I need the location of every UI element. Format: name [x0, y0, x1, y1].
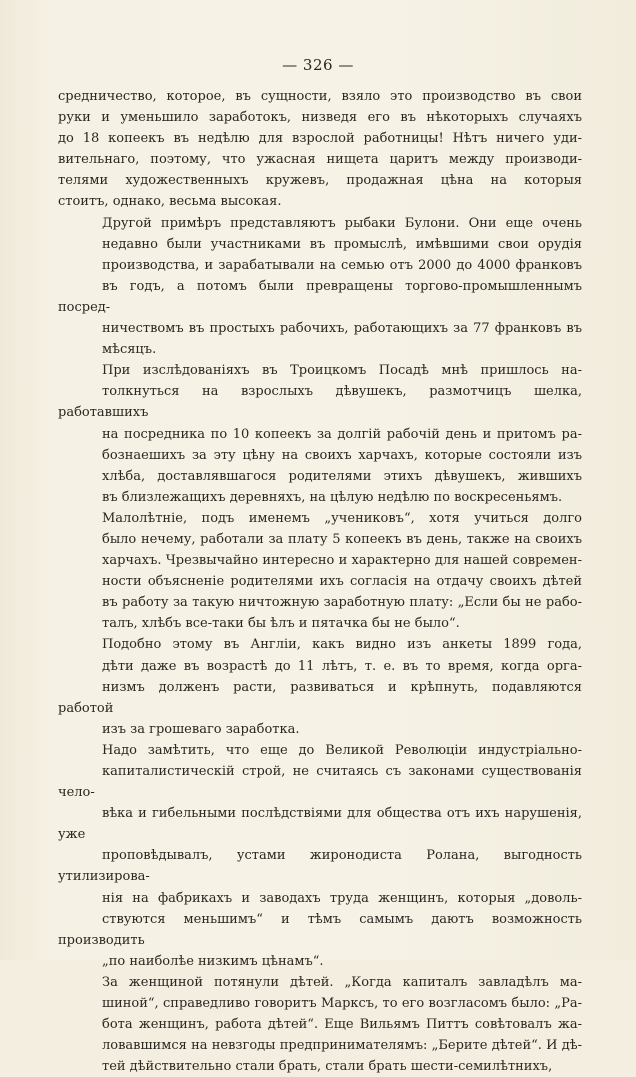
text-line: толкнуться на взрослыхъ дѣвушекъ, размотчицъ шелка, работавшихъ: [58, 384, 582, 421]
text-line: За женщиной потянули дѣтей. „Когда капиталъ завладѣлъ ма-: [102, 974, 582, 990]
text-line: въ близлежащихъ деревняхъ, на цѣлую недѣлю по воскресеньямъ.: [102, 489, 563, 505]
paragraph: [58, 213, 582, 361]
text-line: шиной“, справедливо говоритъ Марксъ, то его возгласомъ было: „Ра-: [102, 996, 582, 1012]
paragraph: [58, 360, 582, 508]
text-line: „по наиболѣе низкимъ цѣнамъ“.: [102, 953, 324, 969]
text-line: ности объясненіе родителями ихъ согласія на отдачу своихъ дѣтей: [102, 574, 582, 590]
text-line: изъ за грошеваго заработка.: [102, 721, 300, 737]
text-line: Другой примѣръ представляютъ рыбаки Булони. Они еще очень: [102, 215, 582, 231]
text-line: вительнаго, поэтому, что ужасная нищета царитъ между производи-: [58, 152, 582, 168]
text-line: Малолѣтніе, подъ именемъ „учениковъ“, хотя учиться долго: [102, 510, 582, 526]
text-line: недавно были участниками въ промыслѣ, имѣвшими свои орудія: [102, 236, 582, 252]
text-line: тей дѣйствительно стали брать, стали брать шести-семилѣтнихъ,: [102, 1059, 553, 1075]
paragraph: [58, 972, 582, 1077]
text-line: производства, и зарабатывали на семью отъ 2000 до 4000 франковъ: [102, 257, 582, 273]
text-line: талъ, хлѣбъ все-таки бы ѣлъ и пятачка бы не было“.: [102, 616, 460, 632]
text-line: было нечему, работали за плату 5 копеекъ въ день, также на своихъ: [102, 531, 582, 547]
paragraph: [58, 634, 582, 739]
text-line: стоитъ, однако, весьма высокая.: [58, 194, 282, 210]
text-line: хлѣба, доставлявшагося родителями этихъ дѣвушекъ, жившихъ: [102, 468, 582, 484]
text-line: ничествомъ въ простыхъ рабочихъ, работающихъ за 77 франковъ въ: [102, 321, 582, 337]
text-line: низмъ долженъ расти, развиваться и крѣпнуть, подавляются работой: [58, 679, 582, 716]
text-line: вѣка и гибельными послѣдствіями для общества отъ ихъ нарушенія, уже: [58, 806, 582, 843]
text-line: ловавшимся на невзгоды предпринимателямъ: „Берите дѣтей“. И дѣ-: [102, 1038, 582, 1054]
text-line: руки и уменьшило заработокъ, низведя его въ нѣкоторыхъ случаяхъ: [58, 110, 582, 126]
text-line: дѣти даже въ возрастѣ до 11 лѣтъ, т. е. въ то время, когда орга-: [102, 658, 582, 674]
text-line: ствуются меньшимъ“ и тѣмъ самымъ даютъ возможность производить: [58, 911, 582, 948]
text-line: телями художественныхъ кружевъ, продажная цѣна на которыя: [58, 173, 582, 189]
text-line: до 18 копеекъ въ недѣлю для взрослой работницы! Нѣтъ ничего уди-: [58, 131, 582, 147]
text-line: капиталистическій строй, не считаясь съ законами существованія чело-: [58, 764, 582, 801]
text-line: Надо замѣтить, что еще до Великой Революціи индустріально-: [102, 742, 582, 758]
text-line: средничество, которое, въ сущности, взяло это производство въ свои: [58, 89, 582, 104]
text-line: бота женщинъ, работа дѣтей“. Еще Вильямъ Питтъ совѣтовалъ жа-: [102, 1017, 582, 1033]
text-line: нія на фабрикахъ и заводахъ труда женщинъ, которыя „доволь-: [102, 890, 582, 906]
text-line: проповѣдывалъ, устами жиронодиста Ролана, выгодность утилизирова-: [58, 848, 582, 885]
text-line: При изслѣдованіяхъ въ Троицкомъ Посадѣ мнѣ пришлось на-: [102, 363, 582, 379]
text-line: харчахъ. Чрезвычайно интересно и характерно для нашей современ-: [102, 553, 582, 569]
page-number: — 326 —: [282, 56, 354, 74]
paragraph: [58, 508, 582, 635]
body-text: [58, 86, 582, 1077]
text-line: въ работу за такую ничтожную заработную плату: „Если бы не рабо-: [102, 595, 582, 611]
text-line: въ годъ, а потомъ были превращены торгово-промышленнымъ посред-: [58, 278, 582, 315]
text-line: бознаешихъ за эту цѣну на своихъ харчахъ, которые состояли изъ: [102, 447, 582, 463]
text-line: Подобно этому въ Англіи, какъ видно изъ анкеты 1899 года,: [102, 637, 582, 653]
text-line: мѣсяцъ.: [102, 342, 157, 358]
paragraph: [58, 740, 582, 972]
paragraph: [58, 86, 582, 213]
text-line: на посредника по 10 копеекъ за долгій рабочій день и притомъ ра-: [102, 426, 582, 442]
